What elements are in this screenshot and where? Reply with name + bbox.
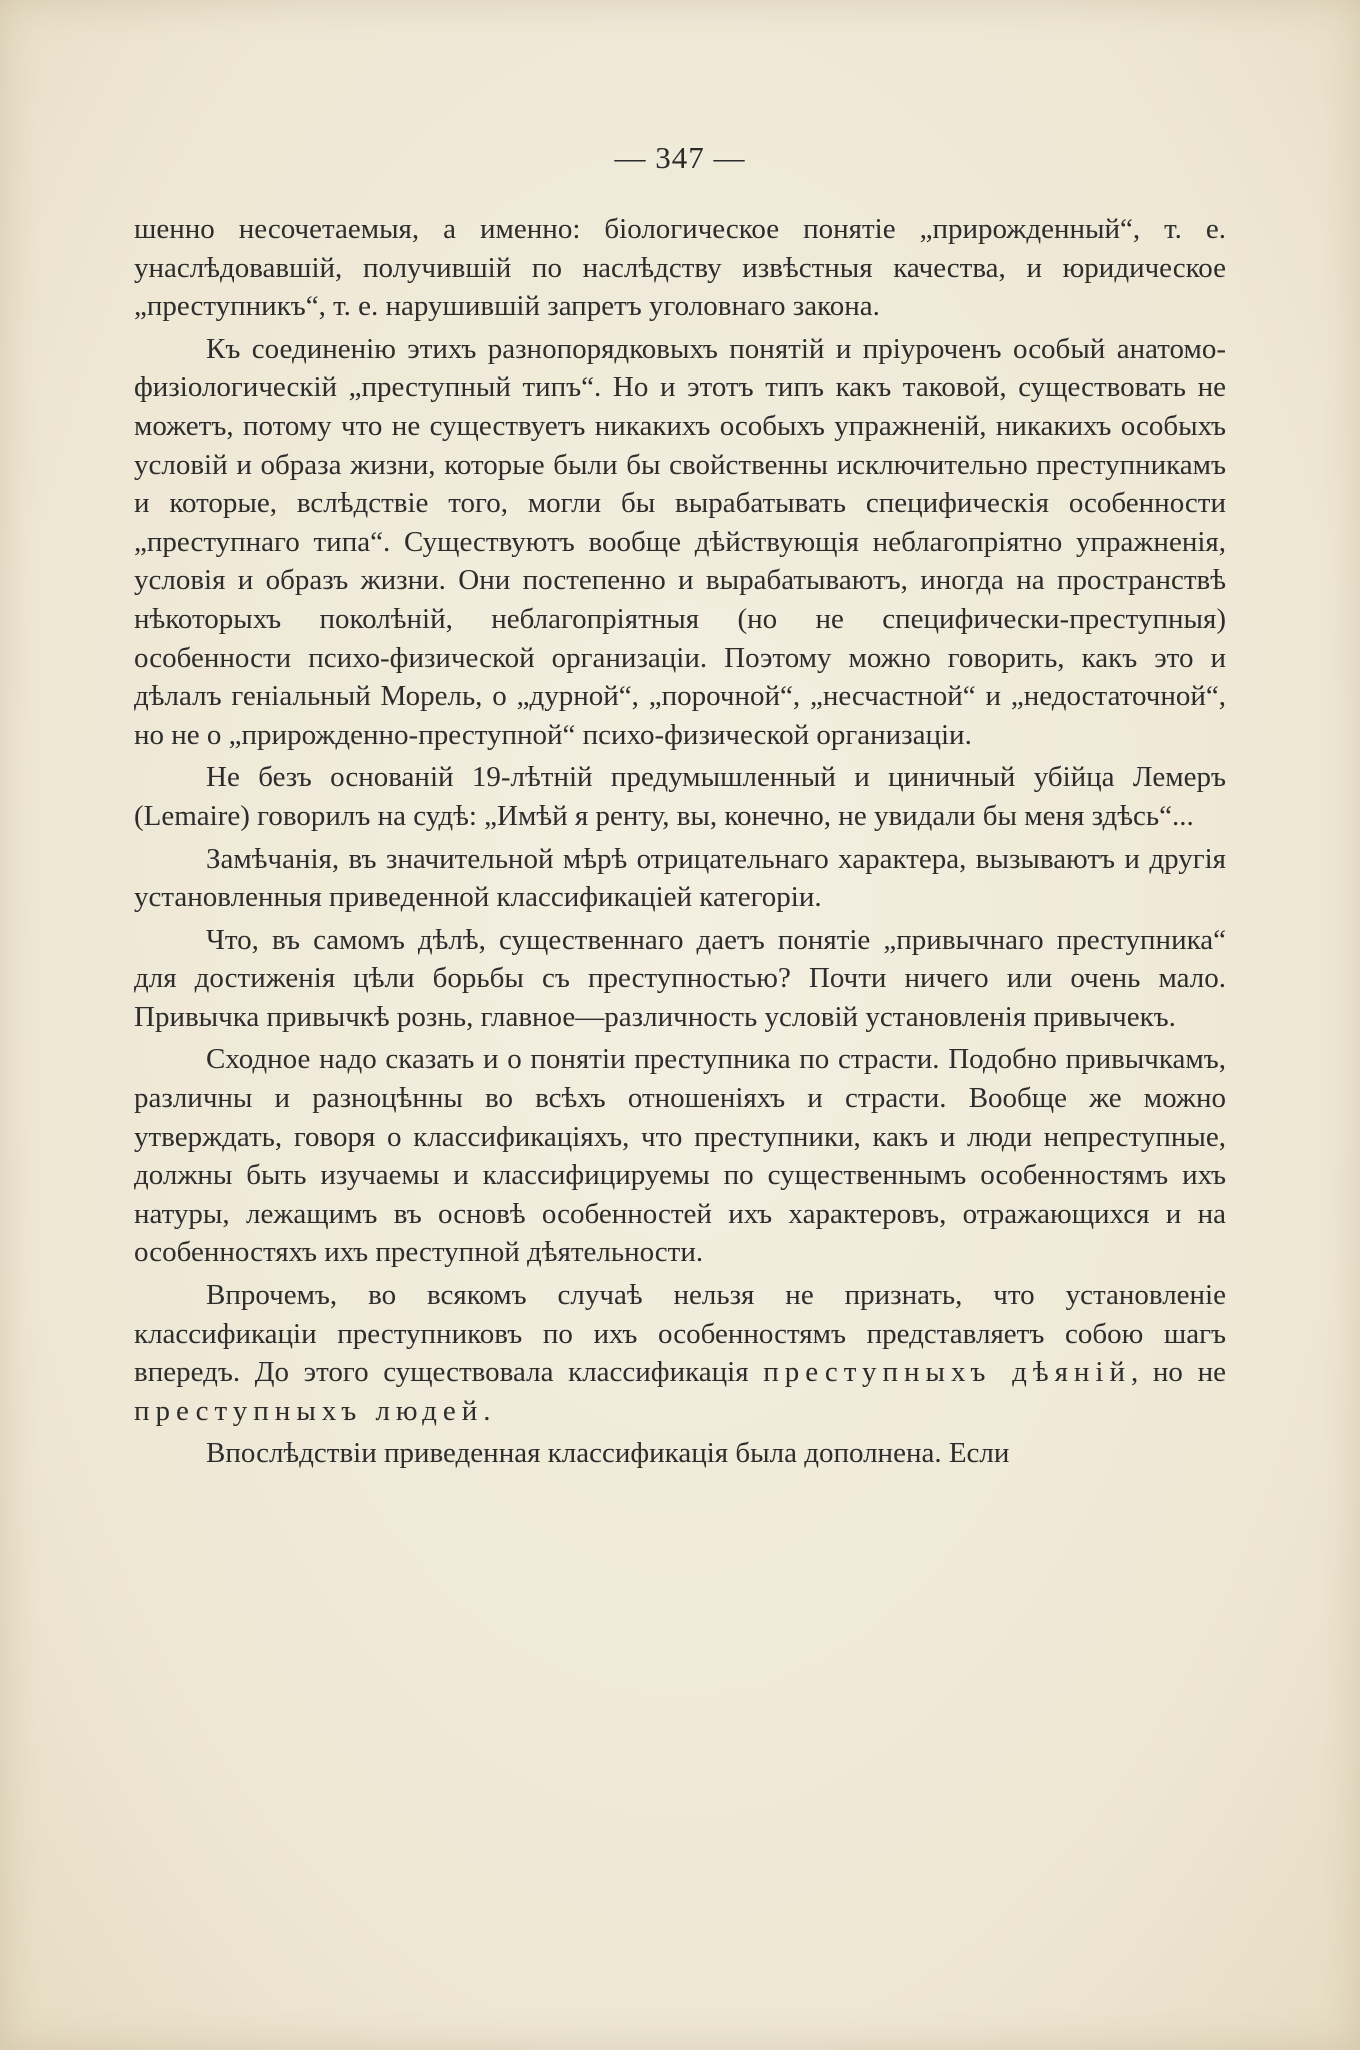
emphasized-text: преступныхъ людей — [134, 1394, 484, 1427]
page-number: — 347 — — [614, 140, 746, 175]
paragraph-continuation: шенно несочетаемыя, а именно: біологическое понятіе „прирожденный“, т. е. унаслѣдовавшій, получившій по наслѣдству извѣстныя качества, и юридическое „преступникъ“, т. е. нарушившій запретъ уголовнаго закона. — [134, 213, 1226, 323]
body-text — [134, 210, 1226, 1477]
paragraph: Къ соединенію этихъ разнопорядковыхъ понятій и пріуроченъ особый анатомо-физіологическій „преступный типъ“. Но и этотъ типъ какъ таковой, существовать не можетъ, потому что не существуетъ никакихъ особыхъ упражненій, никакихъ особыхъ условій и образа жизни, которые были бы свойственны исключительно преступникамъ и которые, вслѣдствіе того, могли бы вырабатывать специфическія особенности „преступнаго типа“. Существуютъ вообще дѣйствующія неблагопріятно упражненія, условія и образъ жизни. Они постепенно и вырабатываютъ, иногда на пространствѣ нѣкоторыхъ поколѣній, неблагопріятныя (но не специфически-преступныя) особенности психо-физической организаціи. Поэтому можно говорить, какъ это и дѣлалъ геніальный Морель, о „дурной“, „порочной“, „несчастной“ и „недостаточной“, но не о „прирожденно-преступной“ психо-физической организаціи. — [134, 332, 1226, 751]
paragraph: Сходное надо сказать и о понятіи преступника по страсти. Подобно привычкамъ, различны и разноцѣнны во всѣхъ отношеніяхъ и страсти. Вообще же можно утверждать, говоря о классификаціяхъ, что преступники, какъ и люди непреступные, должны быть изучаемы и классифицируемы по существеннымъ особенностямъ ихъ натуры, лежащимъ въ основѣ особенностей ихъ характеровъ, отражающихся и на особенностяхъ ихъ преступной дѣятельности. — [134, 1043, 1226, 1269]
paragraph-text: , но не — [1131, 1356, 1226, 1389]
paragraph — [134, 1276, 1226, 1430]
emphasized-text: преступныхъ дѣяній — [763, 1356, 1131, 1389]
paragraph: Впослѣдствіи приведенная классификація была дополнена. Если — [206, 1437, 1010, 1470]
paragraph-text: . — [483, 1394, 491, 1427]
paragraph-text: Впрочемъ, во всякомъ случаѣ нельзя не признать, что установленіе классификаціи преступниковъ по ихъ особенностямъ представляетъ собою шагъ впередъ. До этого существовала классификація — [134, 1279, 1226, 1389]
paragraph: Не безъ основаній 19-лѣтній предумышленный и циничный убійца Лемеръ (Lemaire) говорилъ на судѣ: „Имѣй я ренту, вы, конечно, не увидали бы меня здѣсь“... — [134, 761, 1226, 832]
paragraph: Что, въ самомъ дѣлѣ, существеннаго даетъ понятіе „привычнаго преступника“ для достиженія цѣли борьбы съ преступностью? Почти ничего или очень мало. Привычка привычкѣ рознь, главное—различность условій установленія привычекъ. — [134, 923, 1226, 1033]
paragraph: Замѣчанія, въ значительной мѣрѣ отрицательнаго характера, вызываютъ и другія установленныя приведенной классификаціей категоріи. — [134, 842, 1226, 914]
